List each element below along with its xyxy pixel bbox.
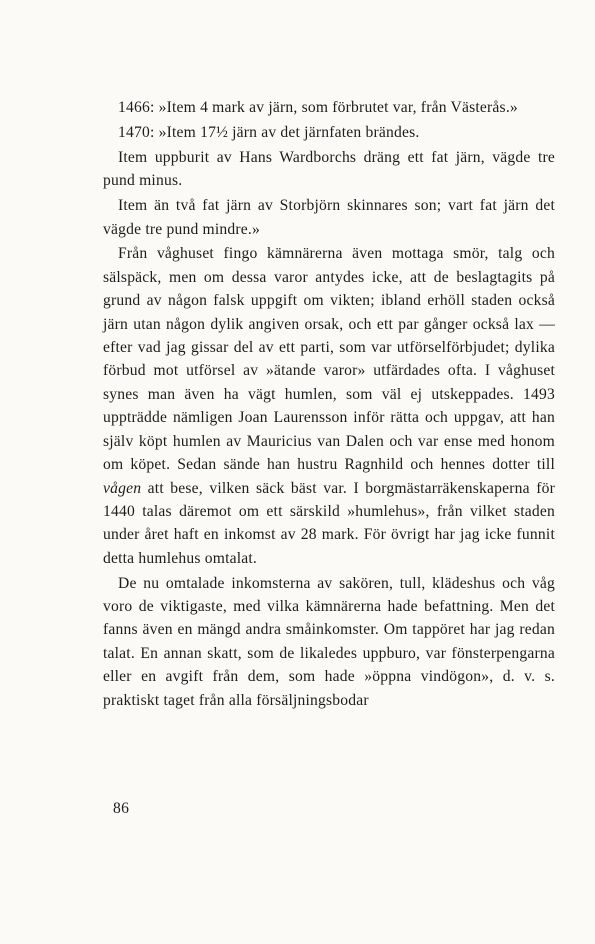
paragraph-item-dräng: Item uppburit av Hans Wardborchs dräng ett fat järn, vägde tre pund minus. [103,148,555,190]
emphasis-vågen: vågen [103,479,142,497]
page-body [103,96,555,712]
paragraph-1466: 1466: »Item 4 mark av järn, som förbrutet var, från Västerås.» [118,99,518,116]
paragraph-1470: 1470: »Item 17½ järn av det järnfaten brändes. [118,123,420,141]
paragraph-item-storbjörn: Item än två fat järn av Storbjörn skinnares son; vart fat järn det vägde tre pund mindre.» [103,197,555,238]
paragraph-inkomster: De nu omtalade inkomsterna av sakören, tull, klädeshus och våg voro de viktigaste, med vilka kämnärerna hade befattning. Men det fanns även en mängd andra småinkomster. Om tappöret har jag redan talat. En annan skatt, som de likaledes uppburo, var fönsterpengarna eller en avgift från dem, som hade »öppna vindögon», d. v. s. praktiskt taget från alla försäljningsbodar [103,574,555,709]
paragraph-våghuset-text-1: Från våghuset fingo kämnärerna även mottaga smör, talg och sälspäck, men om dessa varor antydes icke, att de beslagtagits på grund av någon falsk uppgift om vikten; ibland erhöll staden också järn utan någon dylik angiven orsak, och ett par gånger också lax — efter vad jag gissar del av ett parti, som var utförselförbjudet; dylika förbud mot utförsel av »ätande varor» utfärdades ofta. I våghuset synes man även ha vägt humlen, som väl ej utskeppades. 1493 uppträdde nämligen Joan Laurensson inför rätta och uppgav, att han själv köpt humlen av Mauricius van Dalen och var ense med honom om köpet. Sedan sände han hustru Ragnhild och hennes dotter till [103,245,555,474]
page-number: 86 [113,800,130,817]
paragraph-våghuset-text-2: att bese, vilken säck bäst var. I borgmästarräkenskaperna för 1440 talas däremot om ett särskild »humlehus», från vilket staden under året haft en inkomst av 28 mark. För övrigt har jag icke funnit detta humlehus omtalat. [103,479,555,567]
paragraph-våghuset [103,242,555,570]
